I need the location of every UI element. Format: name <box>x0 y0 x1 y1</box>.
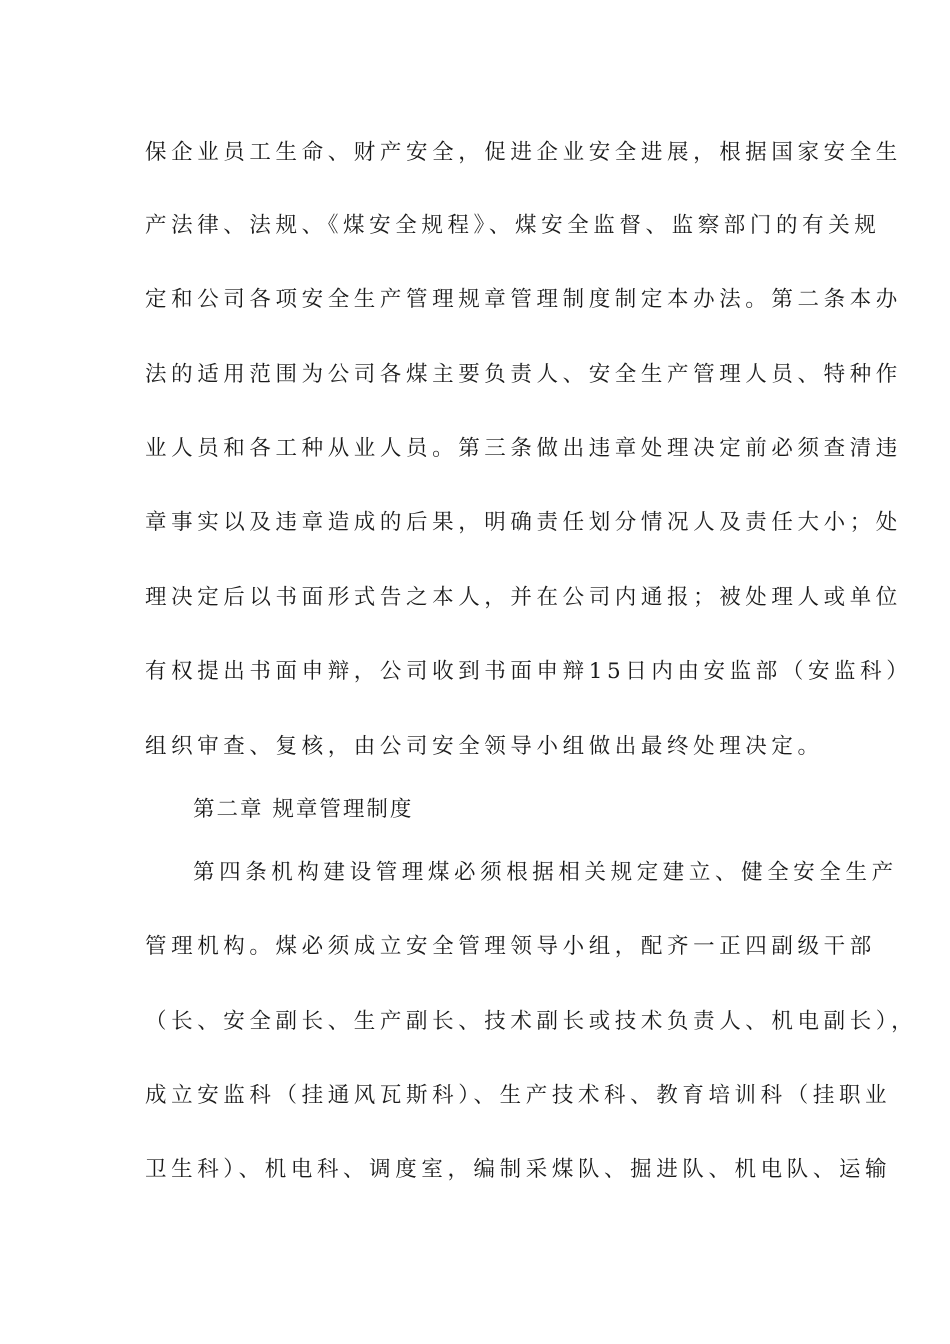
chapter-heading: 第二章 规章管理制度 <box>193 797 414 822</box>
paragraph-line: 章事实以及违章造成的后果，明确责任划分情况人及责任大小；处 <box>145 510 902 535</box>
article-line: 成立安监科（挂通风瓦斯科）、生产技术科、教育培训科（挂职业 <box>145 1083 892 1108</box>
paragraph-line: 定和公司各项安全生产管理规章管理制度制定本办法。第二条本办 <box>145 287 902 312</box>
paragraph-line: 保企业员工生命、财产安全，促进企业安全进展，根据国家安全生 <box>145 140 902 165</box>
article-line: 管理机构。煤必须成立安全管理领导小组，配齐一正四副级干部 <box>145 934 876 959</box>
article-line: 第四条机构建设管理煤必须根据相关规定建立、健全安全生产 <box>193 860 898 885</box>
paragraph-line: 理决定后以书面形式告之本人，并在公司内通报；被处理人或单位 <box>145 585 902 610</box>
paragraph-line: 组织审查、复核，由公司安全领导小组做出最终处理决定。 <box>145 734 824 759</box>
article-line: （长、安全副长、生产副长、技术副长或技术负责人、机电副长）， <box>145 1009 918 1034</box>
paragraph-line: 产法律、法规、《煤安全规程》、煤安全监督、监察部门的有关规 <box>145 213 881 238</box>
paragraph-line: 有权提出书面申辩，公司收到书面申辩15日内由安监部（安监科） <box>145 659 913 684</box>
paragraph-line: 法的适用范围为公司各煤主要负责人、安全生产管理人员、特种作 <box>145 362 902 387</box>
article-line: 卫生科）、机电科、调度室，编制采煤队、掘进队、机电队、运输 <box>145 1157 892 1182</box>
paragraph-line: 业人员和各工种从业人员。第三条做出违章处理决定前必须查清违 <box>145 436 902 461</box>
